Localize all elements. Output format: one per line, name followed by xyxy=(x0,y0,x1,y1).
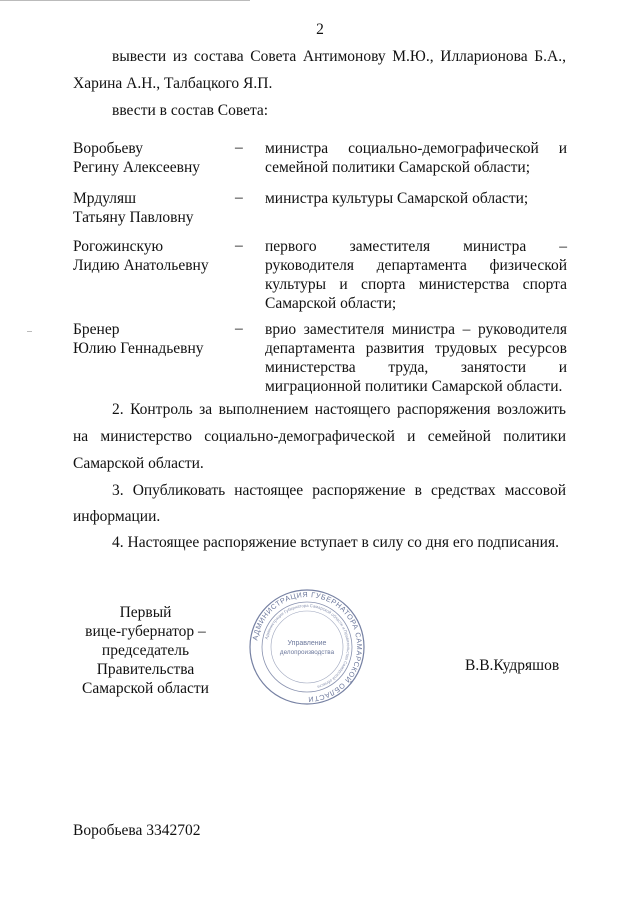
member-desc xyxy=(265,237,567,313)
member-desc xyxy=(265,139,567,177)
stamp-outer-text: АДМИНИСТРАЦИЯ ГУБЕРНАТОРА САМАРСКОЙ ОБЛАСТИ xyxy=(250,589,365,705)
desc-line: семейной политики Самарской области; xyxy=(265,159,530,176)
member-surname: Рогожинскую xyxy=(73,238,164,255)
stamp-center-line-1: Управление xyxy=(287,640,327,647)
official-stamp xyxy=(247,587,367,707)
signatory-title-line: председатель Правительства xyxy=(96,642,195,678)
scan-artifact-dot xyxy=(27,331,32,332)
member-name-rogozhinskaya xyxy=(73,237,209,275)
stamp-inner-ring xyxy=(271,611,343,683)
removal-line-2: Харина А.Н., Талбацкого Я.П. xyxy=(73,75,273,92)
desc-line: департамента развития трудовых ресурсов xyxy=(265,340,567,357)
desc-line: министра культуры Самарской области; xyxy=(265,190,529,207)
member-given-name: Юлию Геннадьевну xyxy=(73,340,204,357)
member-given-name: Регину Алексеевну xyxy=(73,159,201,176)
signer-name: В.В.Кудряшов xyxy=(465,657,560,674)
stamp-center-line-2: делопроизводства xyxy=(279,649,335,656)
intro-line: ввести в состав Совета: xyxy=(112,102,269,119)
desc-line: Самарской области; xyxy=(265,295,397,312)
member-name-brener xyxy=(73,320,204,358)
member-desc xyxy=(265,189,567,208)
member-name-mrdulyash xyxy=(73,189,194,227)
desc-line: руководителя департамента физической xyxy=(265,257,567,274)
member-dash: – xyxy=(235,237,243,254)
signatory-title-line: Самарской области xyxy=(82,680,209,697)
para2-line-2: на министерство социально-демографической и семейной политики xyxy=(73,428,566,445)
footer-contact: Воробьева 3342702 xyxy=(73,822,201,839)
para2-line-1: 2. Контроль за выполнением настоящего распоряжения возложить xyxy=(112,401,566,418)
signatory-title-line: Первый xyxy=(119,604,172,621)
para2-line-3: Самарской области. xyxy=(73,455,204,472)
member-dash: – xyxy=(235,320,243,337)
scan-artifact-top xyxy=(0,0,250,1)
stamp-middle-ring xyxy=(262,602,352,692)
desc-line: врио заместителя министра – руководителя xyxy=(265,321,567,338)
member-dash: – xyxy=(235,139,243,156)
para3-line-1: 3. Опубликовать настоящее распоряжение в средствах массовой xyxy=(112,482,566,499)
member-surname: Воробьеву xyxy=(73,140,143,157)
member-dash: – xyxy=(235,189,243,206)
signatory-title xyxy=(58,603,233,698)
desc-line: министра социально-демографической и xyxy=(265,140,567,157)
stamp-inner-text: Администрация Губернатора Самарской области и Правительства Самарской области xyxy=(263,602,352,690)
desc-line: первого заместителя министра – xyxy=(265,238,567,255)
desc-line: министерства труда, занятости и xyxy=(265,359,567,376)
desc-line: культуры и спорта министерства спорта xyxy=(265,276,567,293)
para4-line: 4. Настоящее распоряжение вступает в силу со дня его подписания. xyxy=(112,534,559,551)
para3-line-2: информации. xyxy=(73,508,161,525)
member-name-vorobyeva xyxy=(73,139,200,177)
member-surname: Мрдуляш xyxy=(73,190,137,207)
desc-line: миграционной политики Самарской области. xyxy=(265,378,563,395)
member-surname: Бренер xyxy=(73,321,120,338)
signatory-title-line: вице-губернатор – xyxy=(85,623,206,640)
page-number: 2 xyxy=(316,21,324,38)
member-given-name: Татьяну Павловну xyxy=(73,209,194,226)
member-given-name: Лидию Анатольевну xyxy=(73,257,209,274)
member-desc xyxy=(265,320,567,396)
removal-line-1: вывести из состава Совета Антимонову М.Ю., Илларионова Б.А., xyxy=(112,48,566,65)
